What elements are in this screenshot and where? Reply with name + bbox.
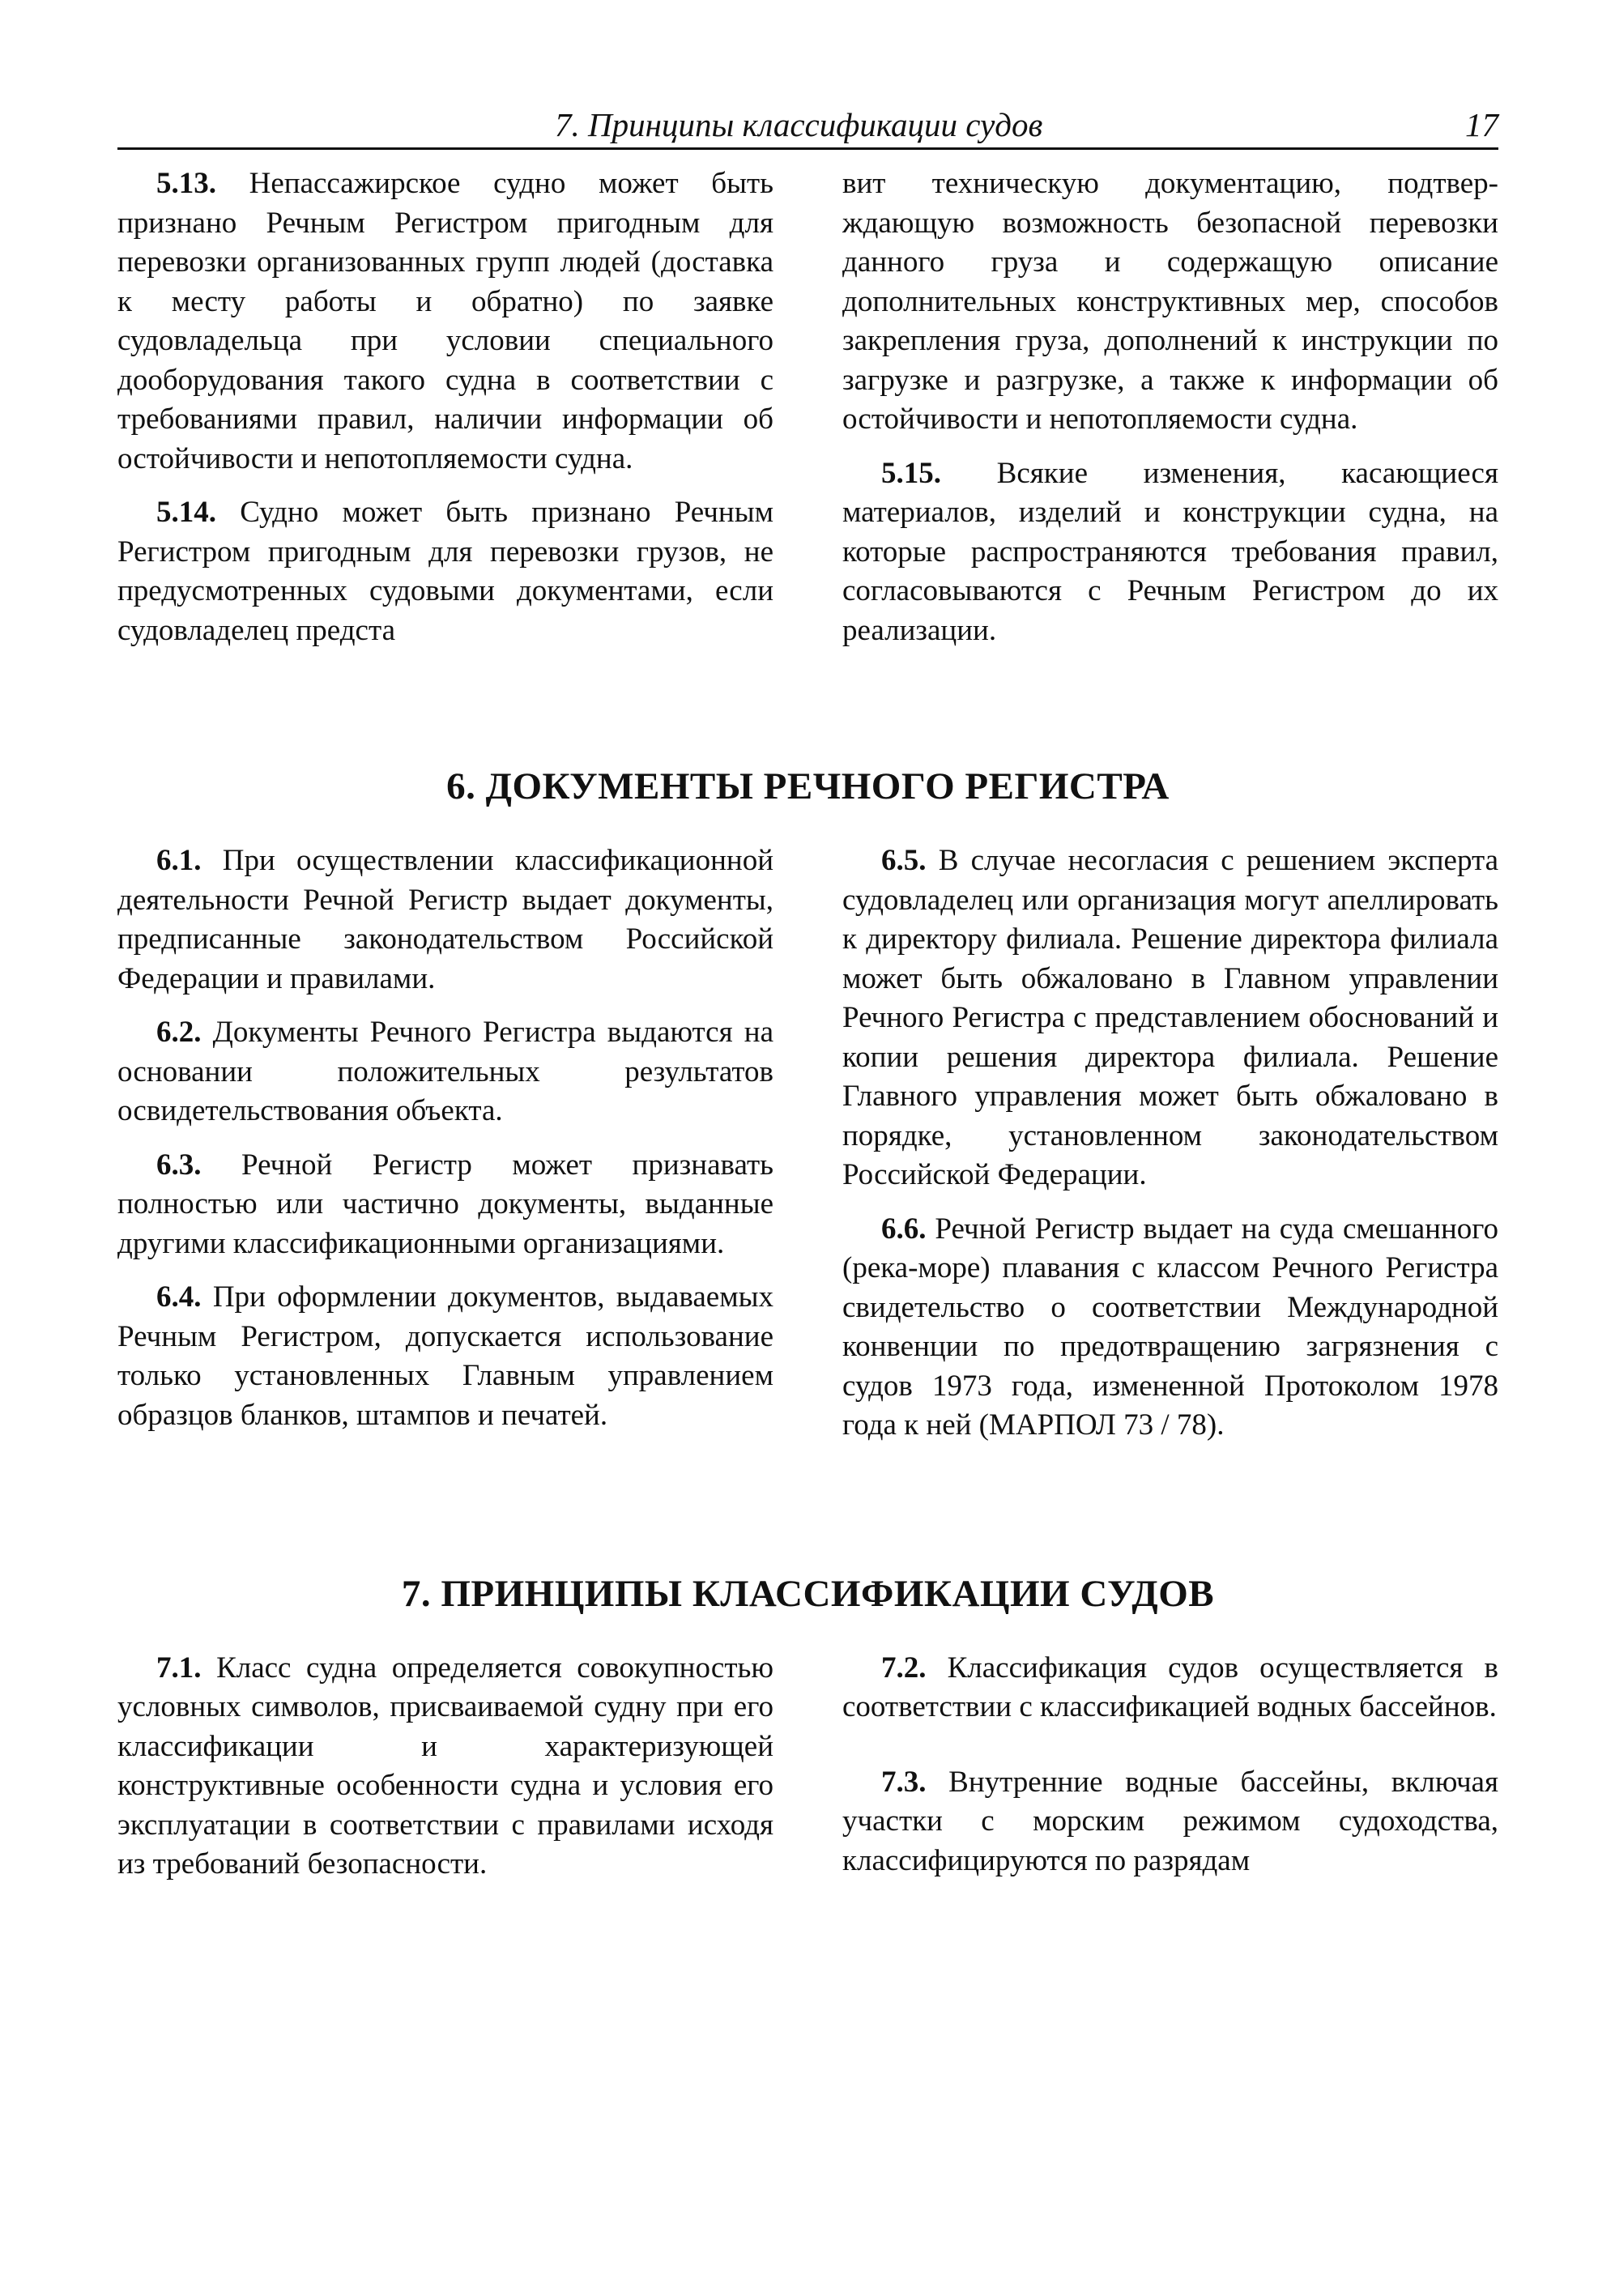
left-column (117, 841, 773, 1446)
paragraph-number: 6.6. (881, 1212, 927, 1246)
left-column (117, 164, 773, 650)
paragraph-number: 5.15. (881, 456, 941, 490)
paragraph-number: 7.1. (156, 1651, 202, 1685)
paragraph-number: 6.4. (156, 1280, 202, 1314)
paragraph-number: 7.2. (881, 1651, 927, 1685)
paragraph-number: 6.3. (156, 1148, 202, 1182)
running-title: 7. Принципы классификации судов (555, 106, 1043, 143)
paragraph-text: Внутренние водные бассейны, включая участки с морским режимом судоходства, классифицируются по разрядам (842, 1765, 1498, 1877)
paragraph-text: Судно может быть признано Речным Регистром пригодным для перевозки грузов, не предусмотренных судовыми документами, если судовладелец предста (117, 496, 773, 647)
paragraph-text: При осуществлении классификационной деятельности Речной Регистр выдает документы, предписанные законодательством Российской Федерации и правилами. (117, 844, 773, 995)
left-column (117, 1649, 773, 1885)
document-page (117, 97, 1498, 1885)
paragraph-number: 6.2. (156, 1016, 202, 1049)
page-number: 17 (1465, 106, 1498, 143)
section-6-heading: 6. ДОКУМЕНТЫ РЕЧНОГО РЕГИСТРА (446, 765, 1170, 807)
paragraph-7-3 (842, 1763, 1498, 1881)
paragraph-7-1 (117, 1649, 773, 1885)
paragraph-6-6 (842, 1210, 1498, 1446)
paragraph-number: 5.14. (156, 496, 216, 529)
paragraph-text: Документы Речного Регистра выдаются на основании положительных результатов освидетельствования объекта. (117, 1016, 773, 1127)
paragraph-text: Всякие изменения, касающиеся материалов, изделий и конструкции судна, на которые распространяются требования правил, согласовываются с Речным Регистром до их реализации. (842, 456, 1498, 647)
section-5-columns (117, 164, 1498, 650)
right-column (842, 164, 1498, 650)
paragraph-text: Речной Регистр выдает на суда смешанного (река-море) плавания с классом Речного Регистра свидетельство о соответствии Международной конвенции по предотвращению загрязнения с судов 1973 года, измененной Протоколом 1978 года к ней (МАРПОЛ 73 / 78). (842, 1212, 1498, 1442)
right-column (842, 1649, 1498, 1885)
paragraph-5-15 (842, 454, 1498, 651)
paragraph-number: 6.5. (881, 844, 927, 877)
section-7-columns (117, 1649, 1498, 1885)
paragraph-7-2 (842, 1649, 1498, 1727)
section-6-columns (117, 841, 1498, 1446)
paragraph-number: 7.3. (881, 1765, 927, 1799)
paragraph-text: В случае несогласия с решением эксперта судовладелец или организация могут апеллировать к директору филиала. Решение директора филиала может быть обжаловано в Главном управлении Речного Регистра с представлением обоснований и копии решения директора филиала. Решение Главного управления может быть обжаловано в порядке, установленном законодательством Российской Федерации. (842, 844, 1498, 1191)
paragraph-text: При оформлении документов, выдаваемых Речным Регистром, допускается использование только установленных Главным управлением образцов бланков, штампов и печатей. (117, 1280, 773, 1432)
paragraph-6-4 (117, 1278, 773, 1435)
paragraph-6-5 (842, 841, 1498, 1195)
paragraph-text: Речной Регистр может признавать полностью или частично документы, выданные другими классификационными организациями. (117, 1148, 773, 1260)
paragraph-number: 5.13. (156, 167, 216, 200)
paragraph-6-1 (117, 841, 773, 999)
paragraph-5-14-continuation: вит техническую документацию, подтверждающую возможность безопасной перевозки данного груза и содержащую описание дополнительных конструктивных мер, способов закрепления груза, дополнений к инструкции по загрузке и разгрузке, а также к информации об остойчивости и непотопляемости судна. (842, 167, 1498, 436)
right-column (842, 841, 1498, 1446)
paragraph-6-3 (117, 1146, 773, 1264)
paragraph-6-2 (117, 1013, 773, 1131)
section-7-heading: 7. ПРИНЦИПЫ КЛАССИФИКАЦИИ СУДОВ (401, 1572, 1215, 1615)
running-header (117, 97, 1498, 150)
paragraph-5-13 (117, 164, 773, 479)
paragraph-text: Классификация судов осуществляется в соответствии с классификацией водных бассейнов. (842, 1651, 1498, 1723)
paragraph-number: 6.1. (156, 844, 202, 877)
paragraph-text: Непассажирское судно может быть признано Речным Регистром пригодным для перевозки организованных групп людей (доставка к месту работы и обратно) по заявке судовладельца при условии специального дооборудования такого судна в соответствии с требованиями правил, наличии информации об остойчивости и непотопляемости судна. (117, 167, 773, 475)
paragraph-text: Класс судна определяется совокупностью условных символов, присваиваемой судну при его классификации и характеризующей конструктивные особенности судна и условия его эксплуатации в соответствии с правилами исходя из требований безопасности. (117, 1651, 773, 1881)
paragraph-5-14 (117, 493, 773, 650)
